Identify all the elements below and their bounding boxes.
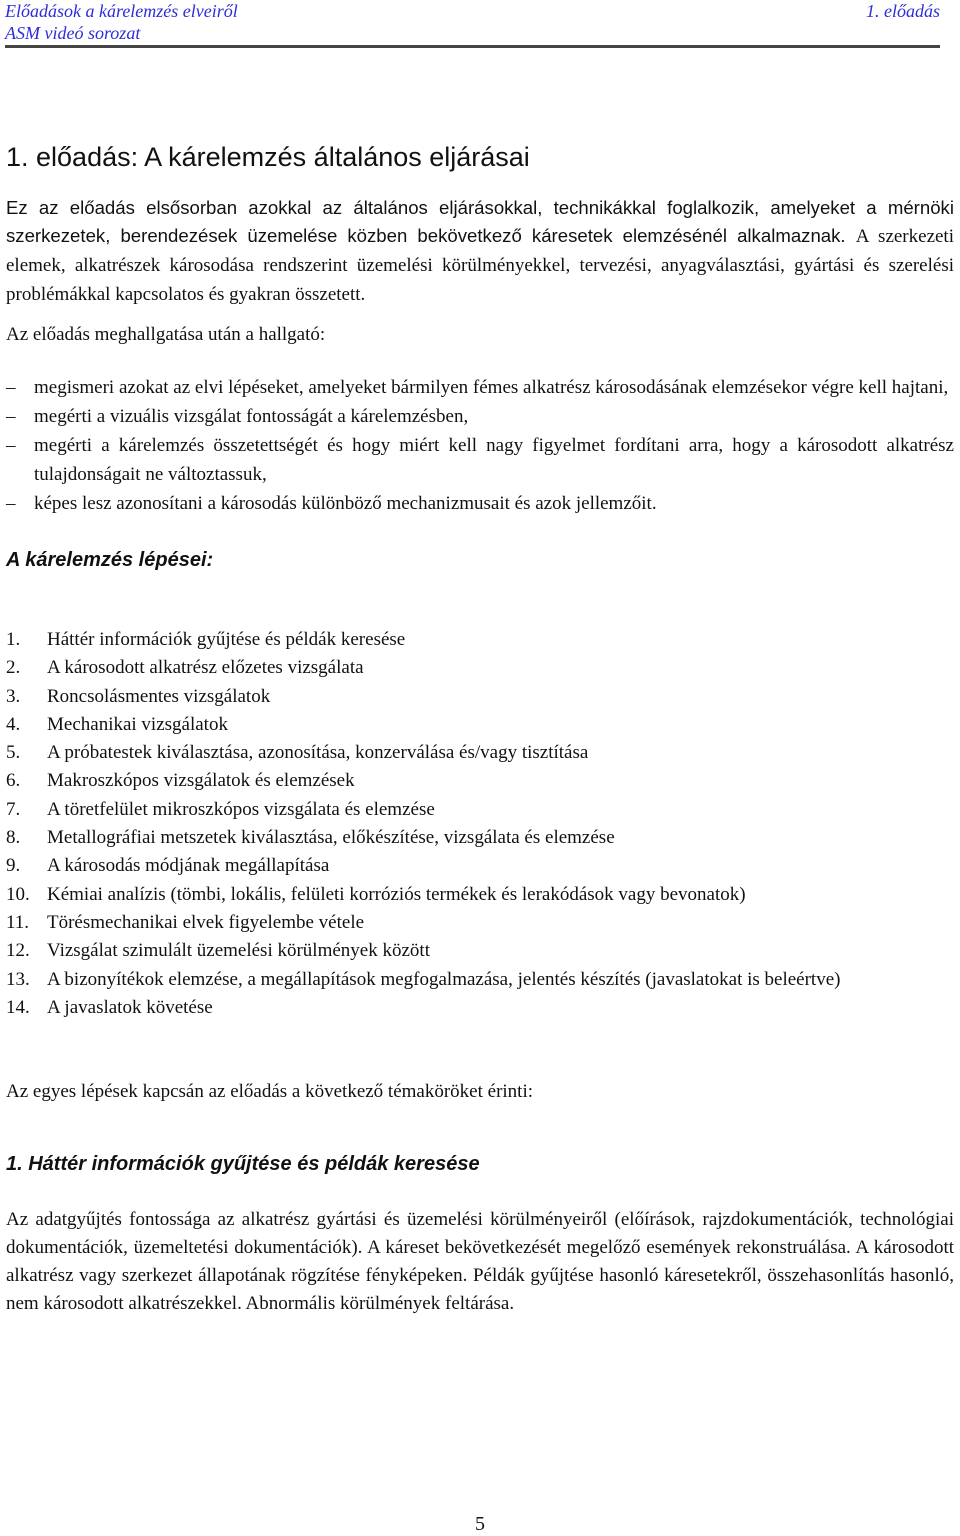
- analysis-step-item: [6, 994, 954, 1022]
- dash-bullet-icon: –: [6, 377, 16, 398]
- learning-outcome-text: megérti a vizuális vizsgálat fontosságát a kárelemzésben,: [34, 406, 469, 427]
- learning-outcome-item: [6, 431, 954, 489]
- intro-paragraph: [6, 194, 954, 309]
- header-lecture-number: 1. előadás: [866, 1, 940, 21]
- step-text: Metallográfiai metszetek kiválasztása, előkészítése, vizsgálata és elemzése: [47, 827, 615, 849]
- analysis-step-item: [6, 881, 954, 909]
- header-series-title: Előadások a kárelemzés elveiről: [5, 1, 238, 21]
- learning-outcome-item: [6, 373, 954, 402]
- step-text: Háttér információk gyűjtése és példák keresése: [47, 629, 406, 650]
- analysis-steps-list: [6, 626, 954, 1022]
- dash-bullet-icon: –: [6, 493, 16, 514]
- page-header: [5, 0, 940, 48]
- step-number: 7.: [6, 798, 21, 820]
- learning-outcome-text: megérti a kárelemzés összetettségét és hogy miért kell nagy figyelmet fordítani arra, hogy a károsodott alkatrész tulajdonságait ne változtassuk,: [34, 435, 954, 485]
- analysis-step-item: [6, 909, 954, 937]
- learning-outcomes-list: [6, 373, 954, 518]
- step-text: Roncsolásmentes vizsgálatok: [47, 685, 271, 707]
- document-body: [6, 140, 954, 1318]
- analysis-step-item: [6, 711, 954, 739]
- section-1-paragraph: Az adatgyűjtés fontossága az alkatrész gyártási és üzemelési körülményeiről (előírások, rajzdokumentációk, technológiai dokumentációk, üzemeltetési dokumentációk). A káreset bekövetkezését megelőző események rekonstruálása. A károsodott alkatrész vagy szerkezet állapotának rögzítése fényképeken. Példák gyűjtése hasonló káresetekről, összehasonlítás hasonló, nem károsodott alkatrészekkel. Abnormális körülmények feltárása.: [6, 1209, 954, 1315]
- step-text: A bizonyítékok elemzése, a megállapítások megfogalmazása, jelentés készítés (javaslatokat is beleértve): [47, 968, 841, 990]
- section-1-heading: 1. Háttér információk gyűjtése és példák keresése: [6, 1153, 480, 1176]
- step-number: 4.: [6, 713, 21, 735]
- analysis-step-item: [6, 937, 954, 965]
- step-number: 6.: [6, 770, 21, 792]
- learning-outcomes-lead: Az előadás meghallgatása után a hallgató:: [6, 324, 326, 345]
- dash-bullet-icon: –: [6, 406, 16, 427]
- step-text: A károsodott alkatrész előzetes vizsgálata: [47, 657, 364, 679]
- analysis-step-item: [6, 654, 954, 682]
- intro-sentence-2: A szerkezeti elemek, alkatrészek károsodása rendszerint üzemelési körülményekkel, tervezési, anyagválasztási, gyártási és szerelési problémákkal kapcsolatos és gyakran összetett.: [6, 226, 954, 305]
- step-number: 5.: [6, 742, 21, 764]
- learning-outcome-text: megismeri azokat az elvi lépéseket, amelyeket bármilyen fémes alkatrész károsodásának elemzésekor végre kell hajtani,: [34, 377, 949, 398]
- step-text: Makroszkópos vizsgálatok és elemzések: [47, 770, 355, 792]
- steps-heading: A kárelemzés lépései:: [6, 549, 214, 571]
- page-number: 5: [475, 1513, 485, 1535]
- dash-bullet-icon: –: [6, 435, 16, 456]
- step-number: 11.: [6, 911, 30, 933]
- analysis-step-item: [6, 626, 954, 654]
- topics-intro: Az egyes lépések kapcsán az előadás a következő témaköröket érinti:: [6, 1081, 534, 1103]
- step-number: 3.: [6, 685, 21, 707]
- step-text: A próbatestek kiválasztása, azonosítása, konzerválása és/vagy tisztítása: [47, 742, 589, 764]
- step-number: 1.: [6, 629, 21, 650]
- intro-sentence-1: Ez az előadás elsősorban azokkal az általános eljárásokkal, technikákkal foglalkozik, amelyeket a mérnöki szerkezetek, berendezések üzemelése közben bekövetkező káresetek elemzésénél alkalmaznak.: [6, 197, 954, 246]
- step-number: 12.: [6, 940, 30, 962]
- analysis-step-item: [6, 796, 954, 824]
- header-series-subtitle: ASM videó sorozat: [5, 23, 141, 43]
- step-number: 9.: [6, 855, 21, 877]
- step-number: 8.: [6, 827, 21, 849]
- step-number: 2.: [6, 657, 21, 679]
- analysis-step-item: [6, 824, 954, 852]
- step-number: 10.: [6, 883, 30, 905]
- analysis-step-item: [6, 852, 954, 880]
- analysis-step-item: [6, 966, 954, 994]
- step-text: Mechanikai vizsgálatok: [47, 713, 228, 735]
- step-text: A károsodás módjának megállapítása: [47, 855, 330, 877]
- step-text: Vizsgálat szimulált üzemelési körülmények között: [47, 940, 430, 962]
- step-text: A töretfelület mikroszkópos vizsgálata és elemzése: [47, 798, 435, 820]
- step-number: 14.: [6, 996, 30, 1018]
- analysis-step-item: [6, 767, 954, 795]
- step-text: A javaslatok követése: [47, 996, 213, 1018]
- learning-outcome-item: [6, 489, 954, 518]
- header-rule: [5, 45, 940, 48]
- step-number: 13.: [6, 968, 30, 990]
- step-text: Kémiai analízis (tömbi, lokális, felületi korróziós termékek és lerakódások vagy bevonatok): [47, 883, 746, 905]
- learning-outcome-text: képes lesz azonosítani a károsodás különböző mechanizmusait és azok jellemzőit.: [34, 493, 657, 514]
- step-text: Törésmechanikai elvek figyelembe vétele: [47, 911, 365, 933]
- learning-outcome-item: [6, 402, 954, 431]
- analysis-step-item: [6, 683, 954, 711]
- analysis-step-item: [6, 739, 954, 767]
- page-title: 1. előadás: A kárelemzés általános eljárásai: [6, 142, 530, 172]
